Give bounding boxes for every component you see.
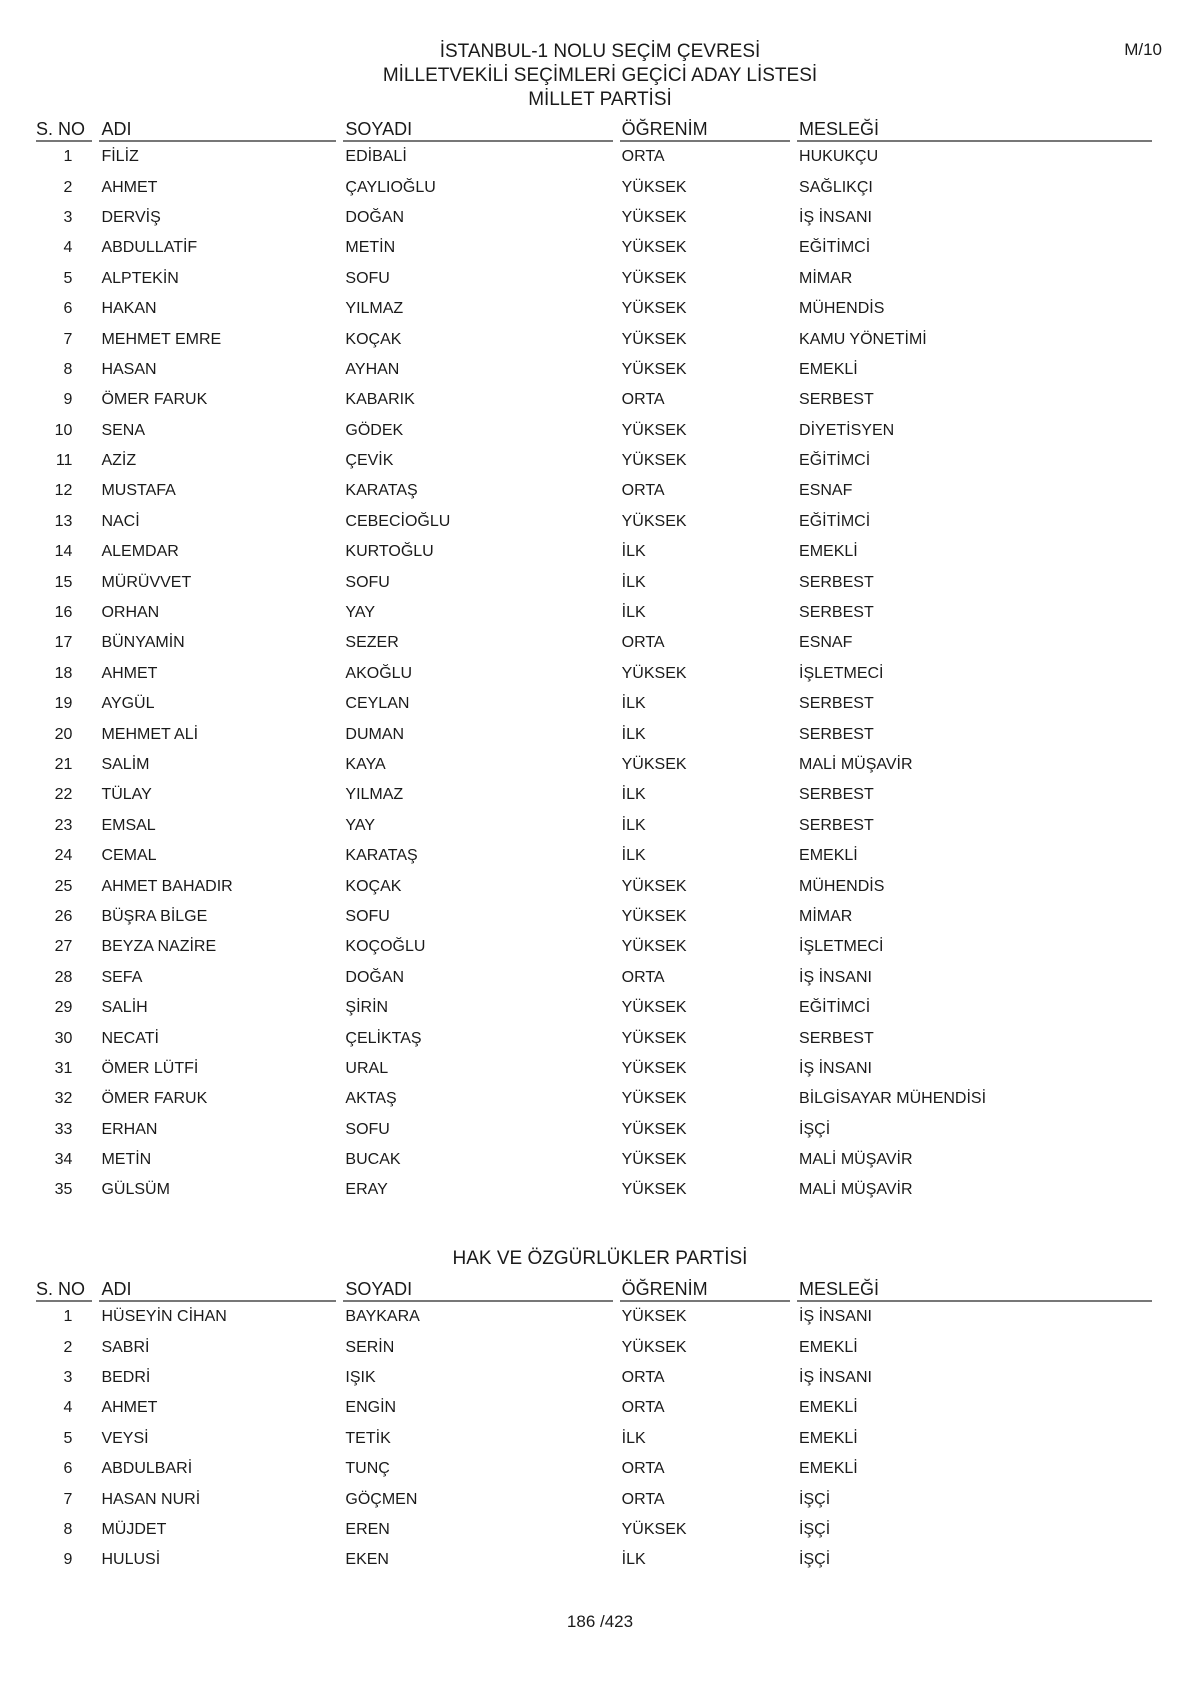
cell-profession: İŞÇİ — [799, 1551, 831, 1569]
cell-surname: IŞIK — [345, 1368, 376, 1386]
table-row — [36, 1454, 1152, 1484]
cell-no: 3 — [63, 208, 73, 226]
cell-surname: EDİBALİ — [345, 148, 407, 166]
candidate-table-1 — [29, 114, 1159, 1206]
cell-profession: BİLGİSAYAR MÜHENDİSİ — [799, 1090, 987, 1108]
table-row — [36, 719, 1152, 749]
cell-no: 10 — [54, 421, 73, 439]
cell-name: ÖMER FARUK — [101, 1090, 208, 1108]
cell-no: 5 — [63, 1429, 73, 1447]
cell-surname: AYHAN — [345, 360, 400, 378]
cell-profession: EĞİTİMCİ — [799, 452, 871, 470]
cell-profession: MÜHENDİS — [799, 300, 885, 318]
cell-no: 8 — [63, 360, 73, 378]
table-row — [36, 1393, 1152, 1423]
cell-surname: KURTOĞLU — [345, 543, 434, 561]
cell-surname: KOÇAK — [345, 330, 402, 348]
table-row — [36, 1023, 1152, 1053]
cell-name: DERVİŞ — [101, 208, 161, 226]
cell-profession: EMEKLİ — [799, 1460, 858, 1478]
cell-education: ORTA — [621, 391, 665, 409]
cell-surname: KOÇOĞLU — [345, 938, 426, 956]
cell-no: 25 — [54, 877, 73, 895]
cell-surname: ÇELİKTAŞ — [345, 1029, 422, 1047]
cell-name: NACİ — [101, 512, 140, 530]
table-row — [36, 1545, 1152, 1575]
cell-education: ORTA — [621, 1490, 665, 1508]
cell-name: SABRİ — [101, 1338, 150, 1356]
cell-no: 33 — [54, 1120, 73, 1138]
cell-name: ERHAN — [101, 1120, 158, 1138]
cell-profession: SERBEST — [799, 604, 874, 622]
cell-no: 7 — [63, 330, 73, 348]
cell-name: SEFA — [101, 968, 143, 986]
cell-name: MEHMET ALİ — [101, 725, 199, 743]
cell-name: HASAN — [101, 360, 157, 378]
cell-profession: İŞ İNSANI — [799, 1059, 872, 1077]
cell-no: 34 — [54, 1151, 73, 1169]
cell-name: AHMET BAHADIR — [101, 877, 233, 895]
cell-surname: URAL — [345, 1059, 389, 1077]
table-row — [36, 172, 1152, 202]
cell-profession: EĞİTİMCİ — [799, 239, 871, 257]
cell-education: YÜKSEK — [621, 208, 687, 226]
table-row — [36, 1145, 1152, 1175]
cell-profession: KAMU YÖNETİMİ — [799, 330, 927, 348]
cell-no: 18 — [54, 664, 73, 682]
col-header-profession: MESLEĞİ — [797, 1274, 1152, 1302]
cell-education: YÜKSEK — [621, 269, 687, 287]
table-row — [36, 902, 1152, 932]
cell-profession: ESNAF — [799, 634, 853, 652]
cell-education: YÜKSEK — [621, 452, 687, 470]
cell-education: YÜKSEK — [621, 1059, 687, 1077]
table-row — [36, 1332, 1152, 1362]
cell-profession: EMEKLİ — [799, 1429, 858, 1447]
table-row — [36, 963, 1152, 993]
cell-education: YÜKSEK — [621, 664, 687, 682]
cell-surname: BUCAK — [345, 1151, 401, 1169]
cell-name: ORHAN — [101, 604, 160, 622]
cell-education: YÜKSEK — [621, 1520, 687, 1538]
table-row — [36, 750, 1152, 780]
cell-no: 1 — [63, 148, 73, 166]
table-row — [36, 1115, 1152, 1145]
cell-surname: DOĞAN — [345, 208, 405, 226]
cell-name: MÜRÜVVET — [101, 573, 192, 591]
cell-profession: İŞLETMECİ — [799, 938, 884, 956]
cell-name: SENA — [101, 421, 146, 439]
cell-surname: KOÇAK — [345, 877, 402, 895]
cell-name: AHMET — [101, 1399, 158, 1417]
cell-surname: DOĞAN — [345, 968, 405, 986]
table-row — [36, 416, 1152, 446]
cell-profession: EMEKLİ — [799, 847, 858, 865]
cell-surname: TUNÇ — [345, 1460, 390, 1478]
cell-education: ORTA — [621, 482, 665, 500]
cell-name: BEDRİ — [101, 1368, 151, 1386]
cell-education: ORTA — [621, 1399, 665, 1417]
cell-education: YÜKSEK — [621, 877, 687, 895]
cell-name: HULUSİ — [101, 1551, 161, 1569]
cell-no: 8 — [63, 1520, 73, 1538]
cell-profession: SAĞLIKÇI — [799, 178, 873, 196]
table-row — [36, 598, 1152, 628]
cell-profession: İŞ İNSANI — [799, 1368, 872, 1386]
cell-profession: SERBEST — [799, 816, 874, 834]
cell-no: 7 — [63, 1490, 73, 1508]
cell-name: VEYSİ — [101, 1429, 149, 1447]
table-row — [36, 264, 1152, 294]
cell-profession: İŞLETMECİ — [799, 664, 884, 682]
cell-no: 1 — [63, 1308, 73, 1326]
cell-no: 22 — [54, 786, 73, 804]
cell-profession: SERBEST — [799, 786, 874, 804]
table-row — [36, 1363, 1152, 1393]
cell-name: AYGÜL — [101, 695, 155, 713]
cell-name: FİLİZ — [101, 148, 139, 166]
cell-name: EMSAL — [101, 816, 156, 834]
cell-no: 29 — [54, 999, 73, 1017]
cell-profession: HUKUKÇU — [799, 148, 879, 166]
cell-profession: SERBEST — [799, 391, 874, 409]
cell-education: İLK — [621, 816, 646, 834]
cell-education: YÜKSEK — [621, 1029, 687, 1047]
table-row — [36, 1484, 1152, 1514]
table-row — [36, 659, 1152, 689]
cell-no: 30 — [54, 1029, 73, 1047]
cell-profession: İŞÇİ — [799, 1120, 831, 1138]
cell-education: YÜKSEK — [621, 300, 687, 318]
cell-profession: İŞÇİ — [799, 1520, 831, 1538]
cell-no: 32 — [54, 1090, 73, 1108]
cell-education: YÜKSEK — [621, 999, 687, 1017]
table-row — [36, 689, 1152, 719]
cell-name: SALİM — [101, 756, 150, 773]
table-row — [36, 537, 1152, 567]
page-code: M/10 — [1124, 40, 1162, 59]
page-number: 186 /423 — [566, 1612, 634, 1631]
cell-surname: KABARIK — [345, 391, 415, 409]
cell-surname: SOFU — [345, 1120, 390, 1138]
cell-name: MEHMET EMRE — [101, 330, 222, 348]
cell-surname: ŞİRİN — [345, 999, 389, 1017]
party-title-2: HAK VE ÖZGÜRLÜKLER PARTİSİ — [452, 1248, 748, 1269]
cell-education: YÜKSEK — [621, 239, 687, 257]
cell-profession: EMEKLİ — [799, 1338, 858, 1356]
cell-no: 17 — [54, 634, 73, 652]
cell-education: YÜKSEK — [621, 1090, 687, 1108]
cell-name: AZİZ — [101, 452, 137, 470]
cell-profession: EĞİTİMCİ — [799, 512, 871, 530]
cell-education: YÜKSEK — [621, 178, 687, 196]
col-header-no: S. NO — [36, 1274, 92, 1302]
cell-name: CEMAL — [101, 847, 157, 865]
table-row — [36, 294, 1152, 324]
cell-name: AHMET — [101, 664, 158, 682]
table-row — [36, 841, 1152, 871]
cell-profession: İŞ İNSANI — [799, 1308, 872, 1326]
cell-surname: AKTAŞ — [345, 1090, 397, 1108]
cell-profession: MALİ MÜŞAVİR — [799, 1181, 913, 1199]
cell-surname: YAY — [345, 816, 376, 834]
table-row — [36, 1302, 1152, 1332]
cell-no: 6 — [63, 1460, 73, 1478]
cell-name: ALEMDAR — [101, 543, 179, 561]
table-row — [36, 1515, 1152, 1545]
cell-name: METİN — [101, 1151, 152, 1169]
cell-no: 21 — [54, 756, 73, 773]
cell-profession: İŞÇİ — [799, 1490, 831, 1508]
col-header-name: ADI — [99, 1274, 336, 1302]
cell-no: 2 — [63, 178, 73, 196]
cell-name: BÜNYAMİN — [101, 634, 185, 652]
cell-surname: YILMAZ — [345, 786, 404, 804]
cell-no: 23 — [54, 816, 73, 834]
cell-education: YÜKSEK — [621, 907, 687, 925]
cell-surname: SOFU — [345, 269, 390, 287]
table-row — [36, 993, 1152, 1023]
cell-surname: SEZER — [345, 634, 399, 652]
cell-surname: KAYA — [345, 756, 386, 773]
cell-surname: CEBECİOĞLU — [345, 512, 451, 530]
cell-name: SALİH — [101, 999, 148, 1017]
cell-no: 16 — [54, 604, 73, 622]
cell-education: İLK — [621, 786, 646, 804]
cell-education: YÜKSEK — [621, 1120, 687, 1138]
cell-name: AHMET — [101, 178, 158, 196]
col-header-surname: SOYADI — [343, 114, 612, 142]
cell-profession: İŞ İNSANI — [799, 208, 872, 226]
cell-profession: DİYETİSYEN — [799, 421, 895, 439]
cell-name: BEYZA NAZİRE — [101, 938, 217, 956]
table-row — [36, 142, 1152, 172]
table-row — [36, 628, 1152, 658]
table-row — [36, 355, 1152, 385]
cell-surname: ÇAYLIOĞLU — [345, 178, 436, 196]
cell-education: YÜKSEK — [621, 512, 687, 530]
cell-surname: METİN — [345, 239, 396, 257]
col-header-no: S. NO — [36, 114, 92, 142]
cell-no: 2 — [63, 1338, 73, 1356]
cell-name: BÜŞRA BİLGE — [101, 907, 208, 925]
cell-name: NECATİ — [101, 1029, 159, 1047]
header-line-2: MİLLETVEKİLİ SEÇİMLERİ GEÇİCİ ADAY LİSTESİ — [382, 65, 818, 86]
cell-name: ALPTEKİN — [101, 269, 179, 287]
cell-surname: GÖÇMEN — [345, 1490, 418, 1508]
header-line-1: İSTANBUL-1 NOLU SEÇİM ÇEVRESİ — [439, 41, 761, 62]
cell-surname: ENGİN — [345, 1399, 397, 1417]
cell-no: 24 — [54, 847, 73, 865]
cell-name: ABDULLATİF — [101, 239, 198, 257]
cell-surname: DUMAN — [345, 725, 405, 743]
cell-surname: AKOĞLU — [345, 664, 413, 682]
col-header-education: ÖĞRENİM — [620, 114, 790, 142]
cell-no: 11 — [55, 452, 73, 470]
cell-surname: SOFU — [345, 907, 390, 925]
cell-profession: İŞ İNSANI — [799, 968, 872, 986]
cell-no: 20 — [54, 725, 73, 743]
table-row — [36, 233, 1152, 263]
table-row — [36, 476, 1152, 506]
cell-profession: ESNAF — [799, 482, 853, 500]
cell-education: İLK — [621, 725, 646, 743]
cell-no: 19 — [54, 695, 73, 713]
cell-education: İLK — [621, 604, 646, 622]
cell-profession: EĞİTİMCİ — [799, 999, 871, 1017]
cell-no: 15 — [54, 573, 73, 591]
cell-profession: MİMAR — [799, 907, 853, 925]
cell-surname: KARATAŞ — [345, 847, 418, 865]
cell-no: 9 — [63, 391, 73, 409]
table-row — [36, 1054, 1152, 1084]
cell-name: HÜSEYİN CİHAN — [101, 1308, 227, 1326]
cell-education: İLK — [621, 847, 646, 865]
cell-profession: MALİ MÜŞAVİR — [799, 1151, 913, 1169]
cell-education: YÜKSEK — [621, 938, 687, 956]
cell-education: ORTA — [621, 148, 665, 166]
table-row — [36, 811, 1152, 841]
cell-name: MÜJDET — [101, 1520, 167, 1538]
cell-surname: EKEN — [345, 1551, 389, 1569]
cell-no: 4 — [63, 239, 73, 257]
cell-education: YÜKSEK — [621, 1151, 687, 1169]
cell-name: ÖMER FARUK — [101, 391, 208, 409]
cell-education: YÜKSEK — [621, 330, 687, 348]
cell-education: YÜKSEK — [621, 1338, 687, 1356]
cell-no: 12 — [54, 482, 73, 500]
table-row — [36, 780, 1152, 810]
cell-education: ORTA — [621, 968, 665, 986]
cell-no: 27 — [54, 938, 73, 956]
cell-name: GÜLSÜM — [101, 1181, 170, 1199]
cell-no: 6 — [63, 300, 73, 318]
table-row — [36, 1424, 1152, 1454]
cell-profession: EMEKLİ — [799, 360, 858, 378]
cell-education: YÜKSEK — [621, 360, 687, 378]
col-header-name: ADI — [99, 114, 336, 142]
candidate-table-2 — [29, 1274, 1159, 1576]
cell-no: 13 — [54, 512, 73, 530]
cell-name: TÜLAY — [101, 786, 152, 804]
cell-profession: MALİ MÜŞAVİR — [799, 756, 913, 773]
cell-education: YÜKSEK — [621, 1308, 687, 1326]
cell-education: YÜKSEK — [621, 756, 687, 773]
cell-name: ÖMER LÜTFİ — [101, 1059, 199, 1077]
cell-profession: MİMAR — [799, 269, 853, 287]
cell-profession: SERBEST — [799, 1029, 874, 1047]
cell-education: ORTA — [621, 1368, 665, 1386]
cell-education: İLK — [621, 543, 646, 561]
cell-no: 26 — [54, 907, 73, 925]
cell-name: HASAN NURİ — [101, 1490, 201, 1508]
cell-no: 4 — [63, 1399, 73, 1417]
cell-no: 35 — [54, 1181, 73, 1199]
col-header-surname: SOYADI — [343, 1274, 612, 1302]
cell-no: 28 — [54, 968, 73, 986]
table-row — [36, 324, 1152, 354]
table-row — [36, 567, 1152, 597]
table-row — [36, 1175, 1152, 1205]
cell-education: ORTA — [621, 1460, 665, 1478]
cell-surname: ERAY — [345, 1181, 388, 1199]
cell-surname: EREN — [345, 1520, 390, 1538]
cell-profession: EMEKLİ — [799, 1399, 858, 1417]
cell-surname: CEYLAN — [345, 695, 410, 713]
cell-no: 9 — [63, 1551, 73, 1569]
cell-no: 3 — [63, 1368, 73, 1386]
table-header-row — [36, 1274, 1152, 1302]
cell-profession: SERBEST — [799, 695, 874, 713]
table-header-row — [36, 114, 1152, 142]
cell-surname: KARATAŞ — [345, 482, 418, 500]
cell-name: ABDULBARİ — [101, 1460, 193, 1478]
cell-education: ORTA — [621, 634, 665, 652]
cell-education: İLK — [621, 1429, 646, 1447]
table-row — [36, 507, 1152, 537]
cell-surname: BAYKARA — [345, 1308, 420, 1326]
party-title-1: MİLLET PARTİSİ — [528, 89, 672, 110]
cell-profession: SERBEST — [799, 725, 874, 743]
cell-no: 5 — [63, 269, 73, 287]
cell-surname: SERİN — [345, 1338, 395, 1356]
table-row — [36, 446, 1152, 476]
cell-education: İLK — [621, 695, 646, 713]
cell-surname: YILMAZ — [345, 300, 404, 318]
cell-surname: YAY — [345, 604, 376, 622]
cell-surname: ÇEVİK — [345, 452, 394, 470]
table-row — [36, 871, 1152, 901]
cell-profession: MÜHENDİS — [799, 877, 885, 895]
cell-education: YÜKSEK — [621, 421, 687, 439]
table-row — [36, 932, 1152, 962]
cell-no: 14 — [54, 543, 73, 561]
cell-name: MUSTAFA — [101, 482, 176, 500]
cell-name: HAKAN — [101, 300, 157, 318]
cell-education: YÜKSEK — [621, 1181, 687, 1199]
cell-surname: GÖDEK — [345, 421, 404, 439]
table-row — [36, 203, 1152, 233]
table-row — [36, 385, 1152, 415]
cell-profession: SERBEST — [799, 573, 874, 591]
cell-surname: SOFU — [345, 573, 390, 591]
col-header-education: ÖĞRENİM — [620, 1274, 790, 1302]
cell-surname: TETİK — [345, 1429, 391, 1447]
cell-education: İLK — [621, 1551, 646, 1569]
document-header — [0, 40, 1200, 88]
cell-education: İLK — [621, 573, 646, 591]
table-row — [36, 1084, 1152, 1114]
cell-profession: EMEKLİ — [799, 543, 858, 561]
cell-no: 31 — [54, 1059, 73, 1077]
col-header-profession: MESLEĞİ — [797, 114, 1152, 142]
